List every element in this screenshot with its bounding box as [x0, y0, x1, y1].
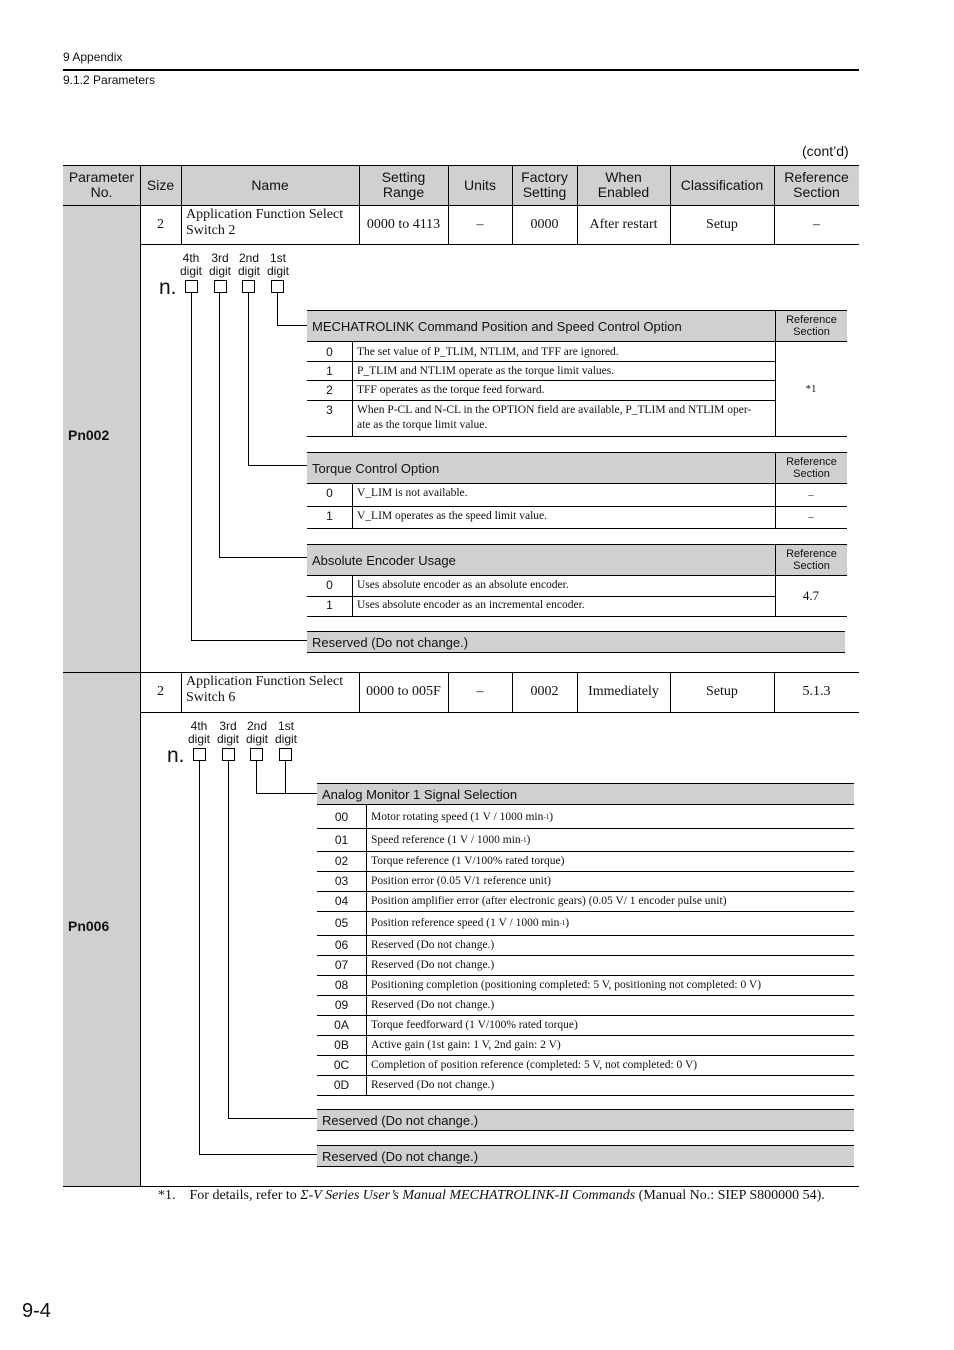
pn002-sec2-ref-0: –	[808, 489, 814, 501]
page-number: 9-4	[22, 1300, 51, 1322]
pn006-sec1-title: Analog Monitor 1 Signal Selection	[317, 783, 854, 805]
pn006-code-08: 08	[334, 978, 349, 992]
pn002-sec1-text-0: The set value of P_TLIM, NTLIM, and TFF are ignored.	[357, 345, 619, 358]
pn006-text-08: Positioning completion (positioning completed: 5 V, positioning not completed: 0 V)	[371, 979, 762, 991]
digit-box-2nd	[242, 280, 255, 293]
pn002-sec3-ref: 4.7	[802, 588, 820, 603]
footnote-title: Σ-V Series User’s Manual MECHATROLINK-II Commands	[300, 1188, 636, 1203]
pn006-code-09: 09	[334, 998, 349, 1012]
pn006-text-03: Position error (0.05 V/1 reference unit)	[371, 875, 551, 887]
n-prefix: n.	[159, 276, 177, 299]
pn006-code-05: 05	[334, 916, 349, 930]
pn002-sec1-ref-header: Reference Section	[775, 310, 847, 342]
footnote-pre: For details, refer to	[189, 1188, 301, 1203]
col-name: Name	[251, 177, 289, 193]
footnote-mark: *1.	[158, 1188, 176, 1203]
digit-box-2nd	[250, 748, 263, 761]
digit-box-1st	[271, 280, 284, 293]
pn002-sec3-title: Absolute Encoder Usage	[307, 544, 776, 576]
pn002-sec3-text-0: Uses absolute encoder as an absolute encoder.	[357, 579, 569, 591]
pn002-sec2-ref-header: Reference Section	[775, 452, 847, 484]
footnote	[158, 1188, 825, 1204]
digit-box-3rd	[214, 280, 227, 293]
pn002-classification: Setup	[706, 216, 738, 232]
pn006-code-0D: 0D	[333, 1078, 350, 1092]
digit-label-3rd: 3rd digit	[208, 251, 231, 278]
pn006-code-03: 03	[334, 874, 349, 888]
pn006-text-0A: Torque feedforward (1 V/100% rated torque)	[371, 1019, 578, 1031]
pn002-sec1-code-1: 1	[326, 363, 333, 378]
digit-label-1st: 1st digit	[266, 251, 289, 278]
pn006-text-01: Speed reference (1 V / 1000 min -1 )	[371, 833, 531, 846]
col-factory-setting: Factory Setting	[521, 169, 568, 200]
pn002-sec1-code-0: 0	[326, 344, 333, 359]
pn006-classification: Setup	[706, 684, 738, 699]
pn006-text-0D: Reserved (Do not change.)	[371, 1079, 495, 1091]
pn002-sec3-code-0: 0	[326, 578, 333, 592]
header-rule	[63, 69, 859, 71]
pn002-sec1-code-2: 2	[326, 383, 333, 397]
pn006-reference-section: 5.1.3	[802, 684, 831, 699]
pn006-code-0C: 0C	[333, 1058, 350, 1072]
contd-label: (cont’d)	[802, 143, 849, 159]
digit-box-3rd	[222, 748, 235, 761]
pn006-code-07: 07	[334, 958, 349, 972]
pn002-sec3-text-1: Uses absolute encoder as an incremental encoder.	[357, 599, 585, 611]
pn006-code-04: 04	[334, 894, 349, 908]
pn002-sec1-text-2: TFF operates as the torque feed forward.	[357, 384, 545, 396]
pn006-text-04: Position amplifier error (after electronic gears) (0.05 V/ 1 encoder pulse unit)	[371, 895, 727, 907]
pn006-code-0B: 0B	[334, 1038, 349, 1052]
pn006-text-06: Reserved (Do not change.)	[371, 939, 495, 951]
pn002-sec1-code-3: 3	[326, 403, 333, 417]
pn002-factory-setting: 0000	[530, 216, 559, 232]
col-units: Units	[464, 177, 496, 193]
col-size: Size	[146, 177, 175, 193]
pn002-sec2-title: Torque Control Option	[307, 452, 776, 484]
pn002-setting-range: 0000 to 4113	[366, 216, 441, 232]
col-param-no: Parameter No.	[68, 169, 135, 200]
col-setting-range: Setting Range	[381, 169, 426, 200]
n-prefix: n.	[167, 744, 185, 767]
digit-label-1st: 1st digit	[274, 719, 297, 746]
chapter-heading: 9 Appendix	[63, 50, 123, 64]
footnote-post: (Manual No.: SIEP S800000 54).	[635, 1188, 825, 1203]
digit-label-3rd: 3rd digit	[216, 719, 239, 746]
pn006-code-01: 01	[334, 832, 349, 847]
pn002-name: Application Function Select Switch 2	[186, 207, 344, 238]
pn002-sec2-code-0: 0	[326, 486, 333, 500]
pn002-sec3-code-1: 1	[326, 598, 333, 612]
pn006-sec2-title: Reserved (Do not change.)	[317, 1109, 854, 1131]
pn006-text-0B: Active gain (1st gain: 1 V, 2nd gain: 2 V)	[371, 1039, 561, 1051]
pn002-sec1-text-1: P_TLIM and NTLIM operate as the torque limit values.	[357, 364, 615, 377]
pn006-code-0A: 0A	[334, 1018, 349, 1032]
pn006-text-0C: Completion of position reference (completed: 5 V, not completed: 0 V)	[371, 1059, 698, 1071]
digit-box-4th	[193, 748, 206, 761]
pn002-sec1-title: MECHATROLINK Command Position and Speed Control Option	[307, 310, 776, 342]
pn006-when-enabled: Immediately	[588, 684, 659, 699]
param-no-pn006: Pn006	[68, 918, 110, 934]
param-no-pn002: Pn002	[68, 427, 110, 443]
pn002-sec2-text-1: V_LIM operates as the speed limit value.	[357, 510, 548, 522]
pn002-sec3-ref-header: Reference Section	[775, 544, 847, 576]
pn002-sec1-text-3: When P-CL and N-CL in the OPTION field are available, P_TLIM and NTLIM oper- ate as the torque limit value.	[357, 404, 752, 431]
pn006-code-06: 06	[334, 938, 349, 952]
section-heading: 9.1.2 Parameters	[63, 73, 156, 87]
pn002-size: 2	[157, 216, 164, 232]
col-reference-section: Reference Section	[784, 169, 849, 200]
digit-label-4th: 4th digit	[187, 719, 210, 746]
pn006-setting-range: 0000 to 005F	[366, 684, 441, 699]
pn002-when-enabled: After restart	[589, 216, 658, 232]
pn002-sec2-code-1: 1	[326, 509, 333, 523]
pn002-sec1-ref: *1	[805, 383, 817, 395]
pn006-text-02: Torque reference (1 V/100% rated torque)	[371, 855, 565, 867]
pn006-text-07: Reserved (Do not change.)	[371, 959, 495, 971]
pn002-sec2-text-0: V_LIM is not available.	[357, 487, 468, 499]
pn006-units: –	[476, 684, 484, 699]
pn006-code-00: 00	[334, 809, 349, 824]
pn006-sec3-title: Reserved (Do not change.)	[317, 1145, 854, 1167]
col-when-enabled: When Enabled	[597, 169, 650, 200]
pn006-factory-setting: 0002	[530, 684, 559, 699]
pn006-code-02: 02	[334, 854, 349, 868]
pn006-name: Application Function Select Switch 6	[186, 674, 344, 705]
pn002-reference-section: –	[813, 216, 820, 232]
pn006-text-05: Position reference speed (1 V / 1000 min -1 )	[371, 917, 570, 929]
pn002-sec2-ref-1: –	[808, 511, 814, 523]
param-column-bg	[63, 205, 140, 1187]
digit-box-1st	[279, 748, 292, 761]
pn006-text-09: Reserved (Do not change.)	[371, 999, 495, 1011]
pn002-units: –	[476, 216, 484, 232]
pn002-sec4-title: Reserved (Do not change.)	[307, 631, 845, 653]
digit-box-4th	[185, 280, 198, 293]
pn006-size: 2	[157, 684, 164, 699]
digit-label-2nd: 2nd digit	[245, 719, 268, 746]
digit-label-4th: 4th digit	[179, 251, 202, 278]
digit-label-2nd: 2nd digit	[237, 251, 260, 278]
col-classification: Classification	[680, 177, 764, 193]
pn006-text-00: Motor rotating speed (1 V / 1000 min -1 )	[371, 810, 554, 823]
